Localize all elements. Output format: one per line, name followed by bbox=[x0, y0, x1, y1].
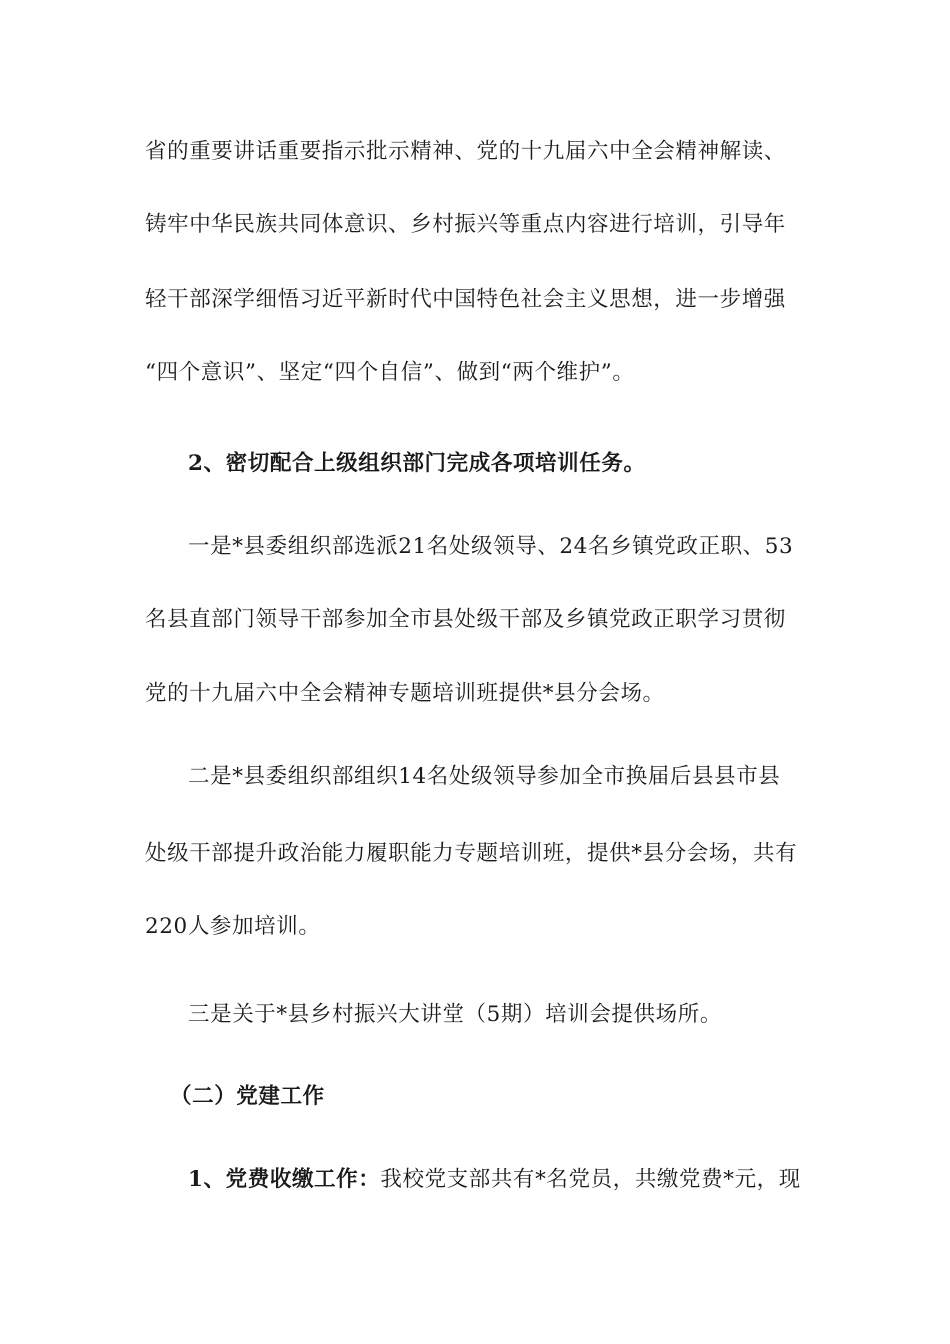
paragraph-line-11: 三是关于*县乡村振兴大讲堂（5期）培训会提供场所。 bbox=[188, 1002, 722, 1027]
paragraph-line-6: 名县直部门领导干部参加全市县处级干部及乡镇党政正职学习贯彻 bbox=[145, 607, 786, 632]
paragraph-line-12 bbox=[188, 1160, 858, 1200]
paragraph-line-3: 轻干部深学细悟习近平新时代中国特色社会主义思想，进一步增强 bbox=[145, 287, 786, 312]
section-heading-party-building: （二）党建工作 bbox=[170, 1084, 325, 1109]
paragraph-line-5: 一是*县委组织部选派21名处级领导、24名乡镇党政正职、53 bbox=[188, 534, 794, 559]
paragraph-line-9: 处级干部提升政治能力履职能力专题培训班，提供*县分会场，共有 bbox=[145, 841, 798, 866]
party-dues-text: 我校党支部共有*名党员，共缴党费*元，现 bbox=[380, 1167, 801, 1192]
paragraph-line-8: 二是*县委组织部组织14名处级领导参加全市换届后县县市县 bbox=[188, 764, 781, 789]
subheading-party-dues: 1、党费收缴工作： bbox=[188, 1167, 381, 1192]
paragraph-line-7: 党的十九届六中全会精神专题培训班提供*县分会场。 bbox=[145, 681, 665, 706]
paragraph-line-10: 220人参加培训。 bbox=[145, 914, 321, 939]
subheading-training-tasks: 2、密切配合上级组织部门完成各项培训任务。 bbox=[188, 451, 646, 476]
paragraph-line-4: “四个意识”、坚定“四个自信”、做到“两个维护”。 bbox=[145, 360, 635, 385]
paragraph-line-2: 铸牢中华民族共同体意识、乡村振兴等重点内容进行培训，引导年 bbox=[145, 212, 786, 237]
paragraph-line-1: 省的重要讲话重要指示批示精神、党的十九届六中全会精神解读、 bbox=[145, 139, 786, 164]
